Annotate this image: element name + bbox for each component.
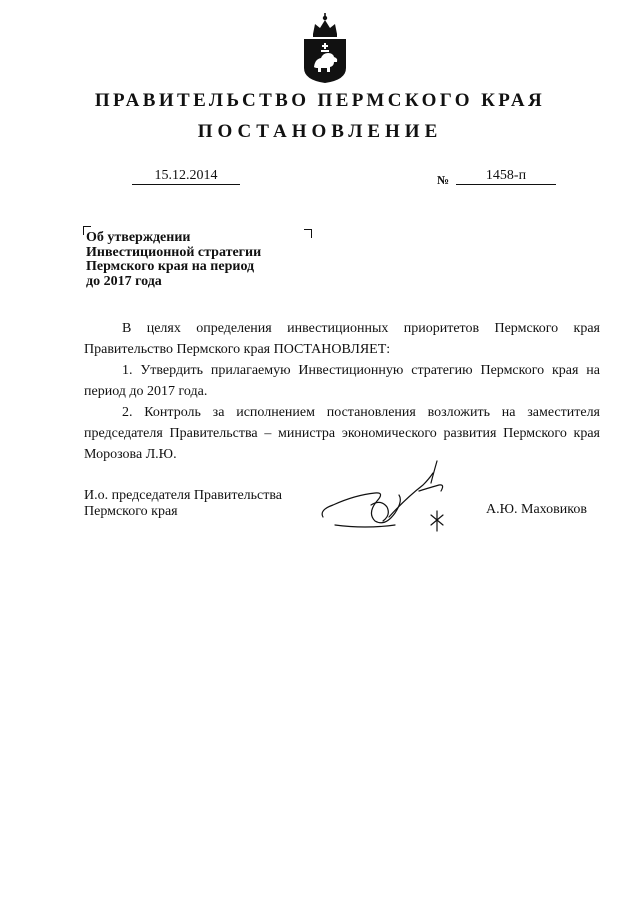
signer-position-line: И.о. председателя Правительства: [84, 488, 283, 503]
crown-icon: [313, 13, 337, 37]
body-paragraph-item-2: 2. Контроль за исполнением постановления возложить на заместителя председателя Правительства – министра экономического развития Пермского края Морозова Л.Ю.: [84, 405, 600, 462]
document-date: 15.12.2014: [132, 168, 240, 185]
signer-position-line: Пермского края: [84, 504, 178, 519]
subject-line: Инвестиционной стратегии: [86, 244, 262, 260]
subject-line: до 2017 года: [86, 273, 162, 289]
document-type: ПОСТАНОВЛЕНИЕ: [197, 121, 443, 142]
signer-position: [84, 488, 282, 520]
body-paragraph-preamble: В целях определения инвестиционных приоритетов Пермского края Правительство Пермского края ПОСТАНОВЛЯЕТ:: [84, 321, 600, 357]
subject-line: Пермского края на период: [86, 259, 255, 274]
body-paragraph-item-1: 1. Утвердить прилагаемую Инвестиционную стратегию Пермского края на период до 2017 года.: [84, 363, 600, 399]
document-body: [84, 318, 600, 465]
signer-name: А.Ю. Маховиков: [486, 502, 587, 517]
document-number: 1458-п: [456, 168, 556, 185]
subject-line: Об утверждении: [86, 230, 191, 245]
handwritten-signature: [315, 455, 475, 535]
number-label: №: [437, 173, 450, 187]
subject-heading: [86, 231, 316, 289]
coat-of-arms-emblem: [300, 12, 350, 84]
government-title: ПРАВИТЕЛЬСТВО ПЕРМСКОГО КРАЯ: [94, 90, 546, 111]
